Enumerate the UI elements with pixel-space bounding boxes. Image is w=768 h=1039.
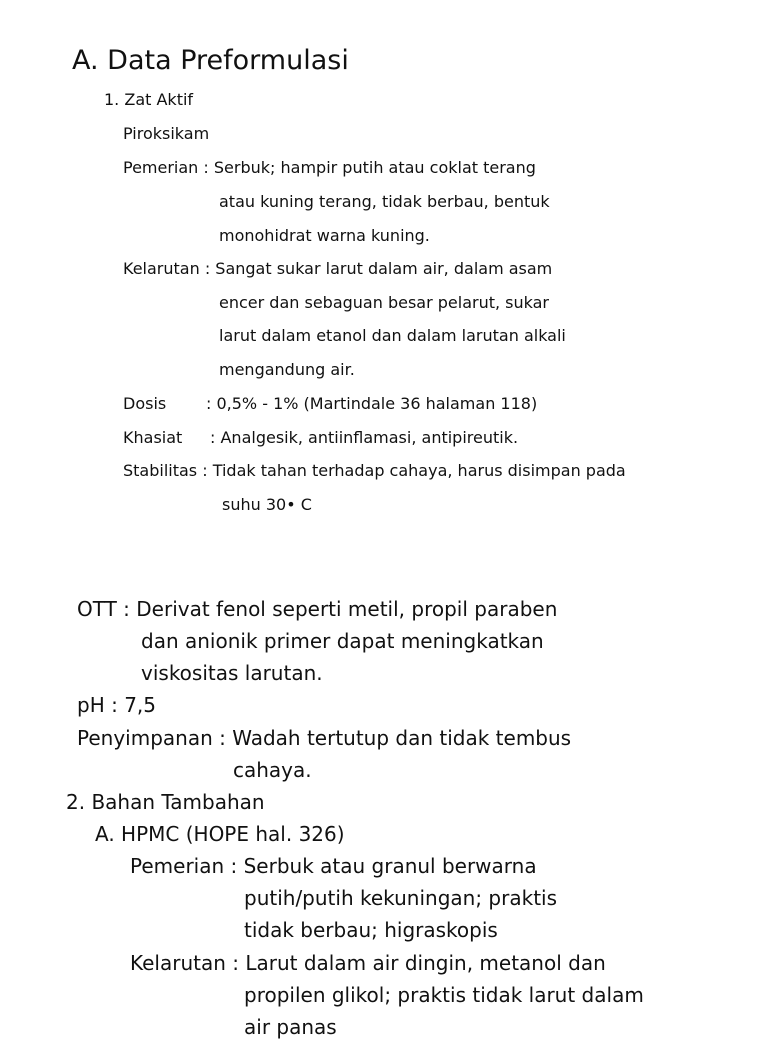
substance-name: Piroksikam: [123, 124, 210, 143]
item2-heading: 2. Bahan Tambahan: [66, 790, 265, 814]
ott-line-3: viskositas larutan.: [141, 661, 323, 685]
hpmc-pemerian-line-2: putih/putih kekuningan; praktis: [244, 886, 558, 910]
hpmc-heading: A. HPMC (HOPE hal. 326): [95, 822, 345, 846]
pemerian-line-1: Pemerian : Serbuk; hampir putih atau coklat terang: [123, 158, 536, 177]
kelarutan-line-1: Kelarutan : Sangat sukar larut dalam air, dalam asam: [123, 259, 553, 278]
kelarutan-line-3: larut dalam etanol dan dalam larutan alkali: [219, 326, 566, 345]
hpmc-kelarutan-line-2: propilen glikol; praktis tidak larut dalam: [244, 983, 644, 1007]
dosis-value: : 0,5% - 1% (Martindale 36 halaman 118): [206, 394, 538, 413]
ott-line-2: dan anionik primer dapat meningkatkan: [141, 629, 544, 653]
hpmc-pemerian-line-1: Pemerian : Serbuk atau granul berwarna: [130, 854, 537, 878]
pemerian-line-3: monohidrat warna kuning.: [219, 226, 430, 245]
stabilitas-line-2: suhu 30• C: [222, 495, 312, 514]
stabilitas-line-1: Stabilitas : Tidak tahan terhadap cahaya, harus disimpan pada: [123, 461, 626, 480]
hpmc-kelarutan-line-1: Kelarutan : Larut dalam air dingin, metanol dan: [130, 951, 606, 975]
section-title: A. Data Preformulasi: [72, 45, 349, 76]
ott-line-1: OTT : Derivat fenol seperti metil, propil paraben: [77, 597, 558, 621]
kelarutan-line-4: mengandung air.: [219, 360, 355, 379]
ph-line: pH : 7,5: [77, 693, 156, 717]
hpmc-kelarutan-line-3: air panas: [244, 1015, 337, 1039]
khasiat-label: Khasiat: [123, 428, 183, 447]
item1-heading: 1. Zat Aktif: [104, 90, 194, 109]
hpmc-pemerian-line-3: tidak berbau; higraskopis: [244, 918, 498, 942]
pemerian-line-2: atau kuning terang, tidak berbau, bentuk: [219, 192, 550, 211]
penyimpanan-line-1: Penyimpanan : Wadah tertutup dan tidak tembus: [77, 726, 572, 750]
dosis-label: Dosis: [123, 394, 167, 413]
penyimpanan-line-2: cahaya.: [233, 758, 312, 782]
khasiat-value: : Analgesik, antiinflamasi, antipireutik.: [210, 428, 519, 447]
kelarutan-line-2: encer dan sebaguan besar pelarut, sukar: [219, 293, 550, 312]
